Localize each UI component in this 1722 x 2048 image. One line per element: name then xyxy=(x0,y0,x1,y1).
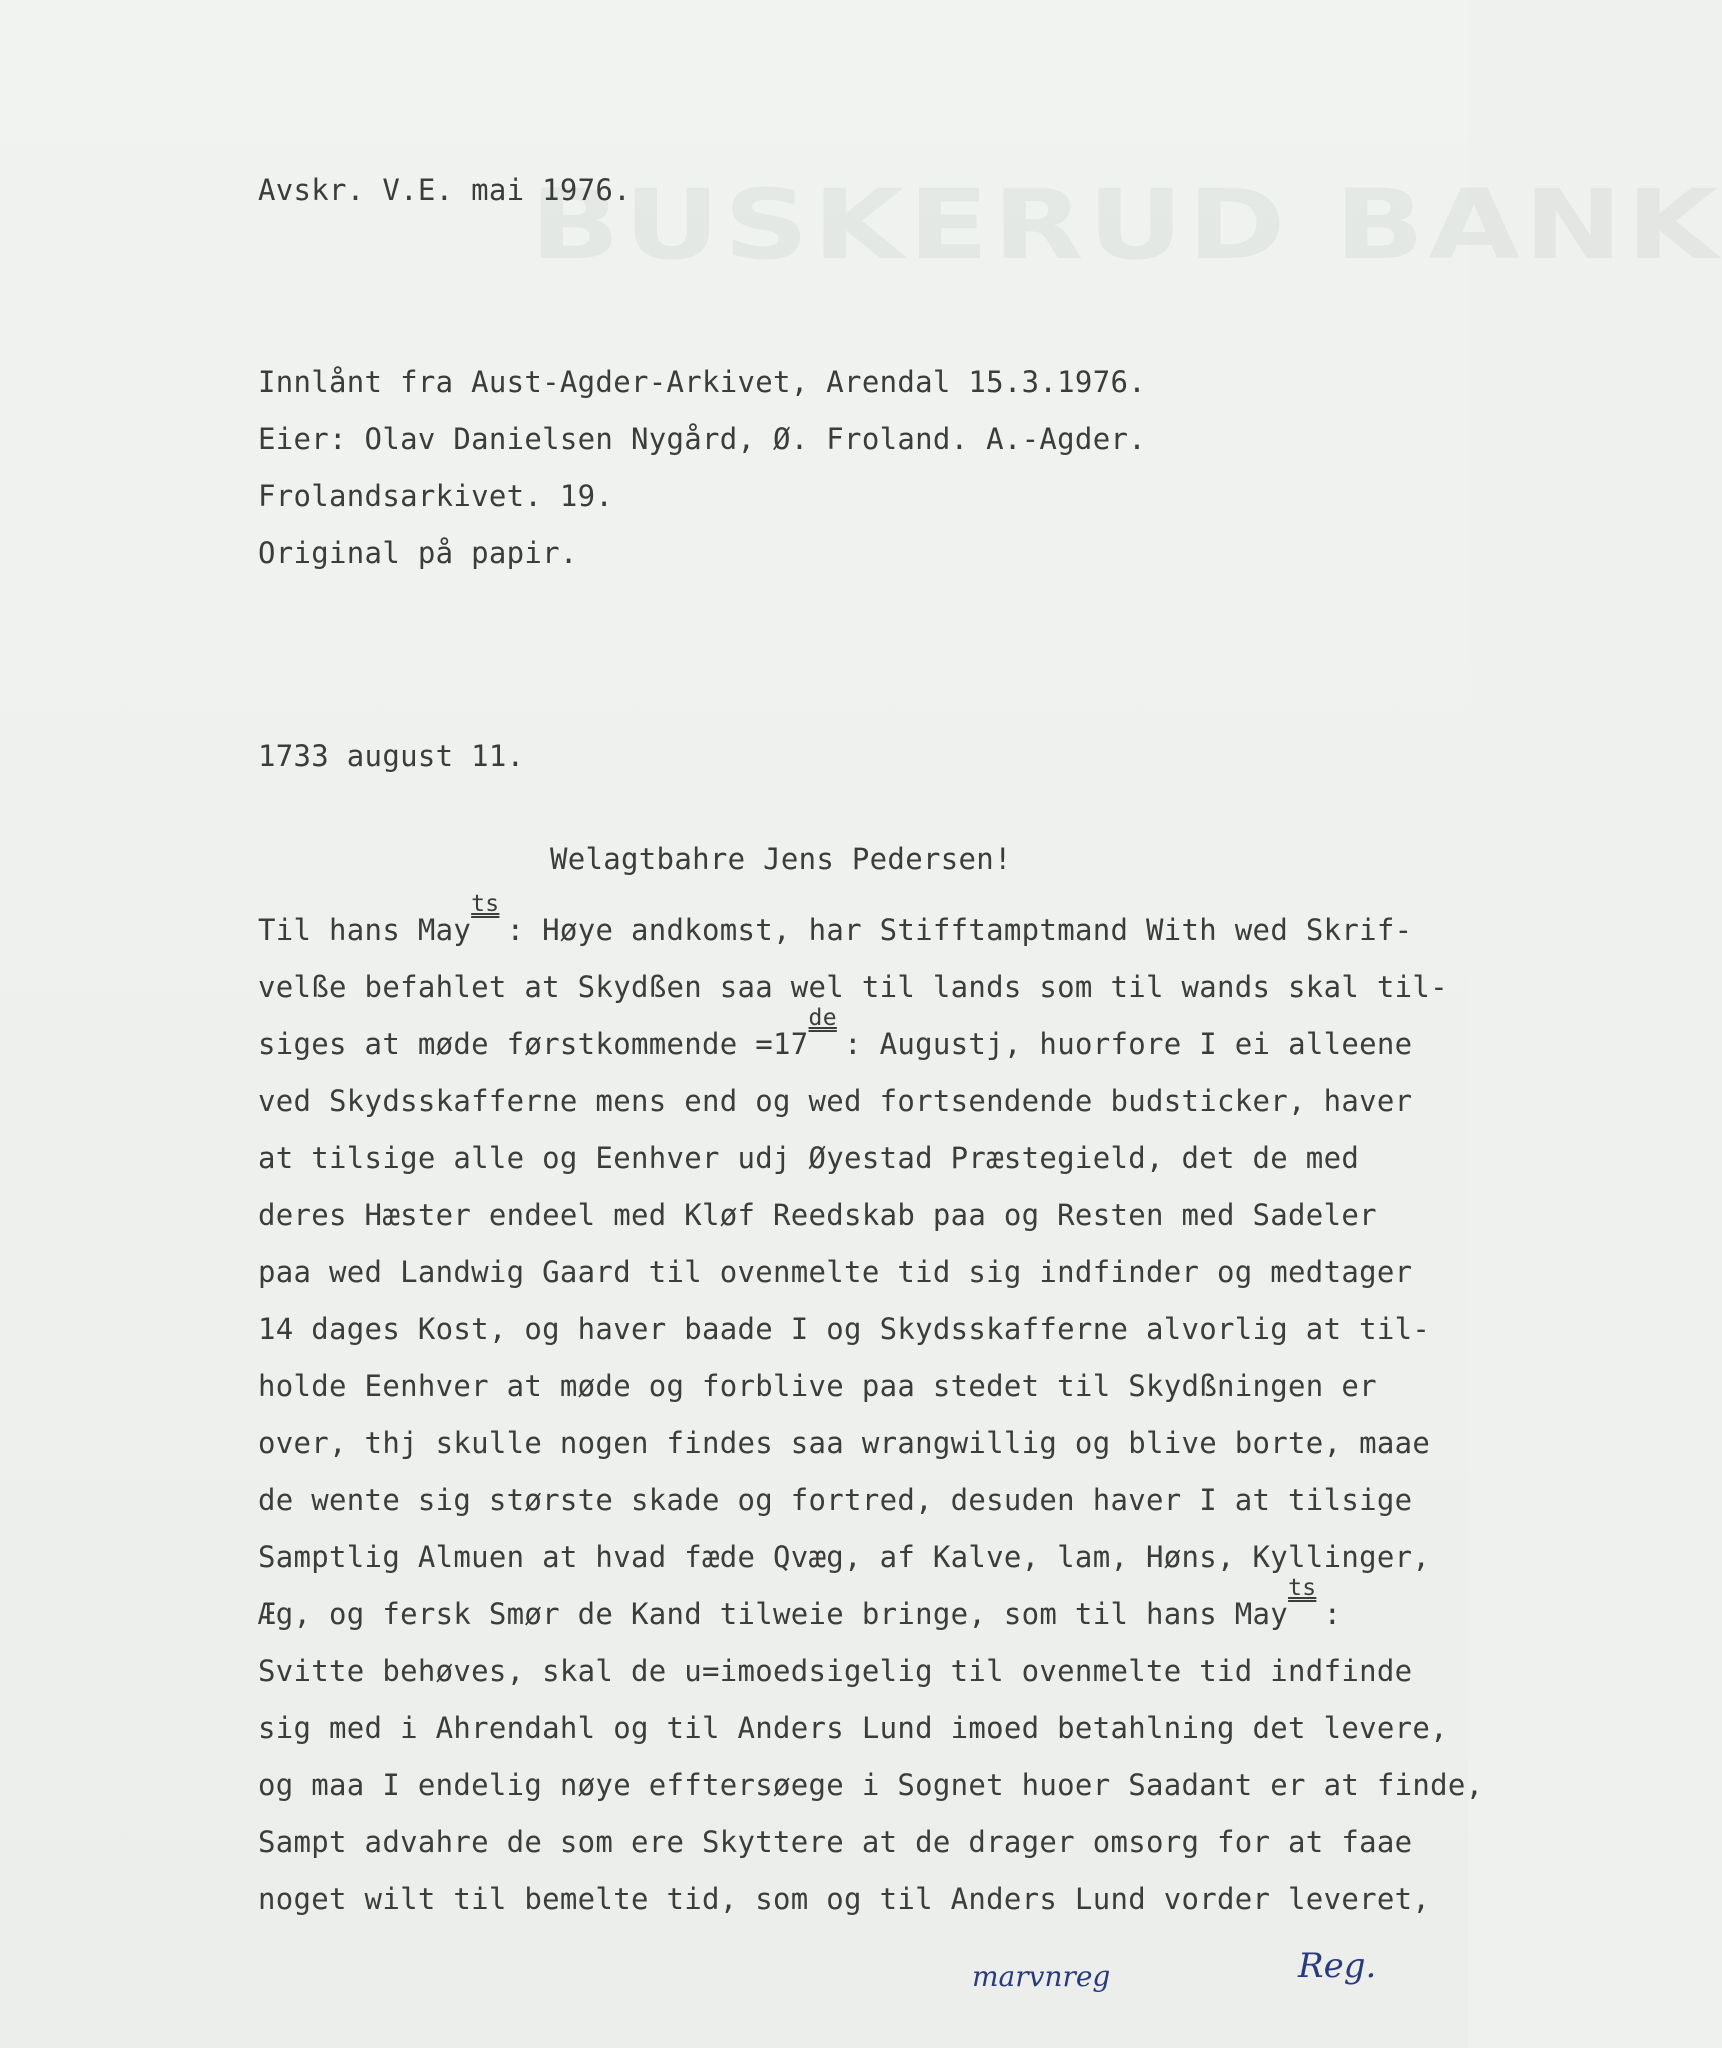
superscript-de-text: de xyxy=(808,1005,837,1031)
loan-note: Innlånt fra Aust-Agder-Arkivet, Arendal 15.3.1976. xyxy=(258,365,1146,399)
letter-line-17: Sampt advahre de som ere Skyttere at de drager omsorg for at faae xyxy=(258,1825,1413,1859)
superscript-ts-text: ts xyxy=(471,891,500,917)
bleed-through-watermark: BUSKERUD BANK xyxy=(530,168,1722,282)
letter-line-1-end: : Høye andkomst, har Stifftamptmand With wed Skrif- xyxy=(506,913,1413,947)
letter-line-3 xyxy=(258,1005,1413,1062)
letter-line-2: velße befahlet at Skydßen saa wel til lands som til wands skal til- xyxy=(258,970,1448,1004)
letter-line-7: paa wed Landwig Gaard til ovenmelte tid sig indfinder og medtager xyxy=(258,1255,1413,1289)
letter-line-3-end: : Augustj, huorfore I ei alleene xyxy=(844,1027,1413,1061)
transcription-note: Avskr. V.E. mai 1976. xyxy=(258,173,631,207)
letter-line-1 xyxy=(258,891,1413,948)
letter-line-3-start: siges at møde førstkommende =17 xyxy=(258,1027,809,1061)
letter-line-9: holde Eenhver at møde og forblive paa stedet til Skydßningen er xyxy=(258,1369,1377,1403)
letter-date: 1733 august 11. xyxy=(258,739,525,773)
letter-line-16: og maa I endelig nøye efftersøege i Sognet huoer Saadant er at finde, xyxy=(258,1768,1484,1802)
handwritten-annotation-left: marvnreg xyxy=(972,1960,1111,1993)
superscript-ts-2-text: ts xyxy=(1288,1575,1317,1601)
letter-line-13-end: : xyxy=(1323,1597,1342,1631)
letter-line-8: 14 dages Kost, og haver baade I og Skydsskafferne alvorlig at til- xyxy=(258,1312,1431,1346)
superscript-ts-2: ts ​ xyxy=(1288,1596,1324,1632)
superscript-ts: ts ​ xyxy=(471,912,507,948)
letter-line-4: ved Skydsskafferne mens end og wed fortsendende budsticker, haver xyxy=(258,1084,1413,1118)
letter-salutation: Welagtbahre Jens Pedersen! xyxy=(550,842,1012,876)
letter-line-5: at tilsige alle og Eenhver udj Øyestad Præstegield, det de med xyxy=(258,1141,1360,1175)
letter-line-10: over, thj skulle nogen findes saa wrangwillig og blive borte, maae xyxy=(258,1426,1431,1460)
letter-line-14: Svitte behøves, skal de u=imoedsigelig til ovenmelte tid indfinde xyxy=(258,1654,1413,1688)
handwritten-annotation-right: Reg. xyxy=(1298,1946,1377,1986)
owner-note: Eier: Olav Danielsen Nygård, Ø. Froland. A.-Agder. xyxy=(258,422,1146,456)
letter-line-13 xyxy=(258,1575,1342,1632)
letter-line-12: Samptlig Almuen at hvad fæde Qvæg, af Kalve, lam, Høns, Kyllinger, xyxy=(258,1540,1431,1574)
letter-line-11: de wente sig største skade og fortred, desuden haver I at tilsige xyxy=(258,1483,1413,1517)
letter-line-6: deres Hæster endeel med Kløf Reedskab paa og Resten med Sadeler xyxy=(258,1198,1377,1232)
superscript-de: de ​ xyxy=(809,1026,845,1062)
original-note: Original på papir. xyxy=(258,536,578,570)
letter-line-18: noget wilt til bemelte tid, som og til Anders Lund vorder leveret, xyxy=(258,1882,1431,1916)
letter-line-1-start: Til hans May xyxy=(258,913,472,947)
archive-note: Frolandsarkivet. 19. xyxy=(258,479,614,513)
letter-line-13-start: Æg, og fersk Smør de Kand tilweie bringe, som til hans May xyxy=(258,1597,1289,1631)
letter-line-15: sig med i Ahrendahl og til Anders Lund imoed betahlning det levere, xyxy=(258,1711,1448,1745)
